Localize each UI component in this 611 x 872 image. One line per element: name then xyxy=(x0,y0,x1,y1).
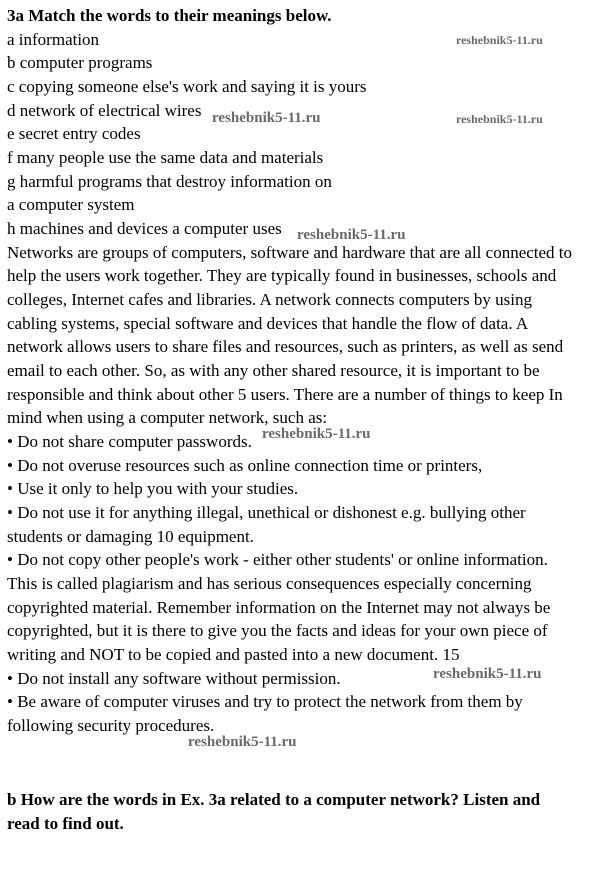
list-item: d network of electrical wires xyxy=(7,101,202,120)
paragraph-line: Networks are groups of computers, software and hardware that are all connected to xyxy=(7,243,573,262)
bullet-item: • Be aware of computer viruses and try to protect the network from them by xyxy=(7,692,523,711)
list-item: g harmful programs that destroy information on xyxy=(7,172,332,191)
watermark: reshebnik5-11.ru xyxy=(433,666,542,682)
watermark: reshebnik5-11.ru xyxy=(456,112,543,126)
watermark: reshebnik5-11.ru xyxy=(188,734,297,750)
exercise-title: read to find out. xyxy=(7,814,124,833)
list-item: e secret entry codes xyxy=(7,124,141,143)
list-item: b computer programs xyxy=(7,53,153,72)
bullet-item: • Do not install any software without permission. xyxy=(7,669,341,688)
bullet-item: • Do not use it for anything illegal, unethical or dishonest e.g. bullying other xyxy=(7,503,526,522)
bullet-item: • Do not overuse resources such as online connection time or printers, xyxy=(7,456,483,475)
paragraph-line: responsible and think about other 5 users. There are a number of things to keep In xyxy=(7,385,563,404)
list-item: a information xyxy=(7,30,100,49)
paragraph-line: writing and NOT to be copied and pasted into a new document. 15 xyxy=(7,645,460,664)
list-item: c copying someone else's work and saying it is yours xyxy=(7,77,367,96)
watermark: reshebnik5-11.ru xyxy=(262,426,371,442)
bullet-item: • Use it only to help you with your studies. xyxy=(7,479,299,498)
bullet-item: • Do not share computer passwords. xyxy=(7,432,252,451)
paragraph-line: This is called plagiarism and has serious consequences especially concerning xyxy=(7,574,532,593)
watermark: reshebnik5-11.ru xyxy=(456,33,543,47)
paragraph-line: mind when using a computer network, such as: xyxy=(7,408,328,427)
paragraph-line: cabling systems, special software and devices that handle the flow of data. A xyxy=(7,314,529,333)
bullet-item: • Do not copy other people's work - either other students' or online information. xyxy=(7,550,548,569)
paragraph-line: colleges, Internet cafes and libraries. A network connects computers by using xyxy=(7,290,532,309)
list-item: f many people use the same data and materials xyxy=(7,148,324,167)
list-item: a computer system xyxy=(7,195,135,214)
paragraph-line: copyrighted material. Remember information on the Internet may not always be xyxy=(7,598,551,617)
paragraph-line: following security procedures. xyxy=(7,716,215,735)
paragraph-line: help the users work together. They are typically found in businesses, schools and xyxy=(7,266,557,285)
watermark: reshebnik5-11.ru xyxy=(212,110,321,126)
exercise-title: 3a Match the words to their meanings below. xyxy=(7,6,332,25)
paragraph-line: network allows users to share files and resources, such as printers, as well as send xyxy=(7,337,564,356)
paragraph-line: students or damaging 10 equipment. xyxy=(7,527,254,546)
list-item: h machines and devices a computer uses xyxy=(7,219,282,238)
exercise-title: b How are the words in Ex. 3a related to a computer network? Listen and xyxy=(7,790,541,809)
paragraph-line: email to each other. So, as with any other shared resource, it is important to be xyxy=(7,361,540,380)
paragraph-line: copyrighted, but it is there to give you the facts and ideas for your own piece of xyxy=(7,621,548,640)
watermark: reshebnik5-11.ru xyxy=(297,227,406,243)
